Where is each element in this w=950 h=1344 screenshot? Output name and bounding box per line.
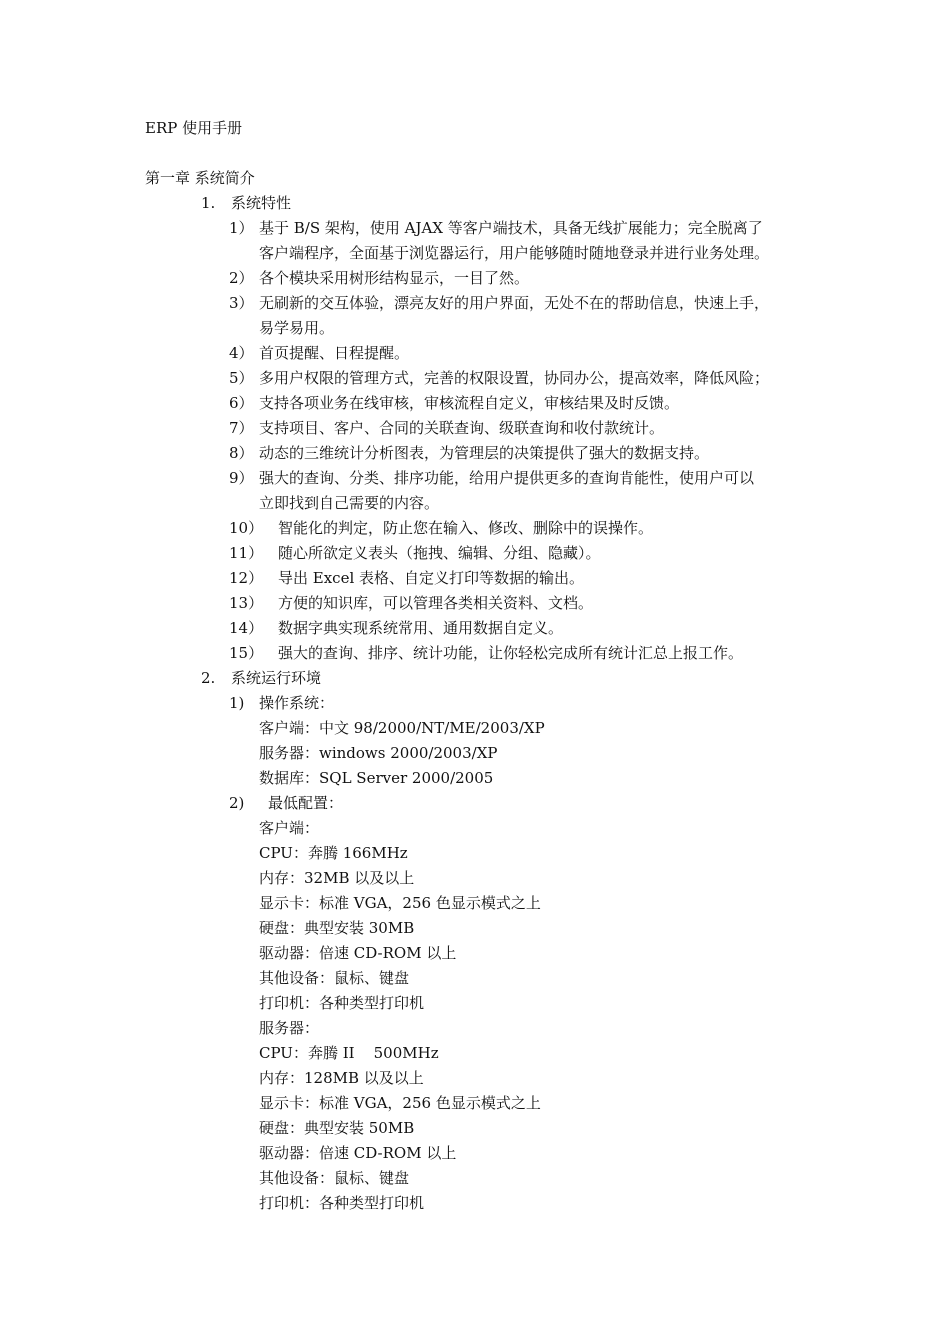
chapter-title: 第一章 系统简介 xyxy=(145,169,255,187)
item-text: 立即找到自己需要的内容。 xyxy=(259,494,440,512)
item-number: 13） xyxy=(229,594,264,612)
section-number: 1. xyxy=(201,194,216,212)
item-number: 2） xyxy=(229,269,254,287)
item-number: 11） xyxy=(229,544,264,562)
env-text: 打印机：各种类型打印机 xyxy=(259,1194,425,1212)
env-text: 驱动器：倍速 CD-ROM 以上 xyxy=(259,1144,457,1162)
item-text: 导出 Excel 表格、自定义打印等数据的输出。 xyxy=(278,569,585,587)
env-text: 打印机：各种类型打印机 xyxy=(259,994,425,1012)
env-text: 客户端：中文 98/2000/NT/ME/2003/XP xyxy=(259,719,545,737)
item-text: 随心所欲定义表头（拖拽、编辑、分组、隐藏）。 xyxy=(278,544,601,562)
item-number: 7） xyxy=(229,419,254,437)
item-number: 12） xyxy=(229,569,264,587)
item-number: 5） xyxy=(229,369,254,387)
env-text: 硬盘：典型安装 50MB xyxy=(259,1119,415,1137)
item-text: 基于 B/S 架构，使用 AJAX 等客户端技术，具备无线扩展能力；完全脱离了 xyxy=(259,219,763,237)
item-text: 无刷新的交互体验，漂亮友好的用户界面，无处不在的帮助信息，快速上手， xyxy=(259,294,770,312)
item-number: 10） xyxy=(229,519,264,537)
item-text: 强大的查询、排序、统计功能，让你轻松完成所有统计汇总上报工作。 xyxy=(278,644,744,662)
item-text: 客户端程序，全面基于浏览器运行，用户能够随时随地登录并进行业务处理。 xyxy=(259,244,770,262)
env-heading: 最低配置： xyxy=(268,794,344,812)
item-text: 数据字典实现系统常用、通用数据自定义。 xyxy=(278,619,564,637)
env-text: 服务器：windows 2000/2003/XP xyxy=(259,744,498,762)
env-text: CPU：奔腾 II 500MHz xyxy=(259,1044,439,1062)
env-text: 数据库：SQL Server 2000/2005 xyxy=(259,769,494,787)
section-number: 2. xyxy=(201,669,216,687)
env-text: 显示卡：标准 VGA，256 色显示模式之上 xyxy=(259,894,541,912)
document-title: ERP 使用手册 xyxy=(145,119,243,137)
item-text: 支持各项业务在线审核，审核流程自定义，审核结果及时反馈。 xyxy=(259,394,680,412)
item-number: 9） xyxy=(229,469,254,487)
env-text: 内存：128MB 以及以上 xyxy=(259,1069,424,1087)
item-number: 1) xyxy=(229,694,245,712)
item-text: 智能化的判定，防止您在输入、修改、删除中的误操作。 xyxy=(278,519,654,537)
env-text: 内存：32MB 以及以上 xyxy=(259,869,415,887)
item-text: 动态的三维统计分析图表，为管理层的决策提供了强大的数据支持。 xyxy=(259,444,710,462)
env-text: CPU：奔腾 166MHz xyxy=(259,844,408,862)
item-number: 4） xyxy=(229,344,254,362)
item-text: 多用户权限的管理方式，完善的权限设置，协同办公，提高效率，降低风险； xyxy=(259,369,770,387)
item-number: 2) xyxy=(229,794,245,812)
item-number: 14） xyxy=(229,619,264,637)
item-number: 3） xyxy=(229,294,254,312)
env-text: 显示卡：标准 VGA，256 色显示模式之上 xyxy=(259,1094,541,1112)
item-text: 易学易用。 xyxy=(259,319,335,337)
item-text: 强大的查询、分类、排序功能，给用户提供更多的查询肯能性，使用户可以 xyxy=(259,469,755,487)
env-text: 客户端： xyxy=(259,819,320,837)
item-number: 15） xyxy=(229,644,264,662)
env-heading: 操作系统： xyxy=(259,694,335,712)
item-number: 1） xyxy=(229,219,254,237)
env-text: 其他设备：鼠标、键盘 xyxy=(259,1169,410,1187)
item-number: 6） xyxy=(229,394,254,412)
item-text: 首页提醒、日程提醒。 xyxy=(259,344,410,362)
section-title: 系统运行环境 xyxy=(231,669,322,687)
item-number: 8） xyxy=(229,444,254,462)
env-text: 硬盘：典型安装 30MB xyxy=(259,919,415,937)
item-text: 各个模块采用树形结构显示，一目了然。 xyxy=(259,269,530,287)
item-text: 方便的知识库，可以管理各类相关资料、文档。 xyxy=(278,594,594,612)
env-text: 驱动器：倍速 CD-ROM 以上 xyxy=(259,944,457,962)
env-text: 其他设备：鼠标、键盘 xyxy=(259,969,410,987)
item-text: 支持项目、客户、合同的关联查询、级联查询和收付款统计。 xyxy=(259,419,665,437)
section-title: 系统特性 xyxy=(231,194,292,212)
env-text: 服务器： xyxy=(259,1019,320,1037)
